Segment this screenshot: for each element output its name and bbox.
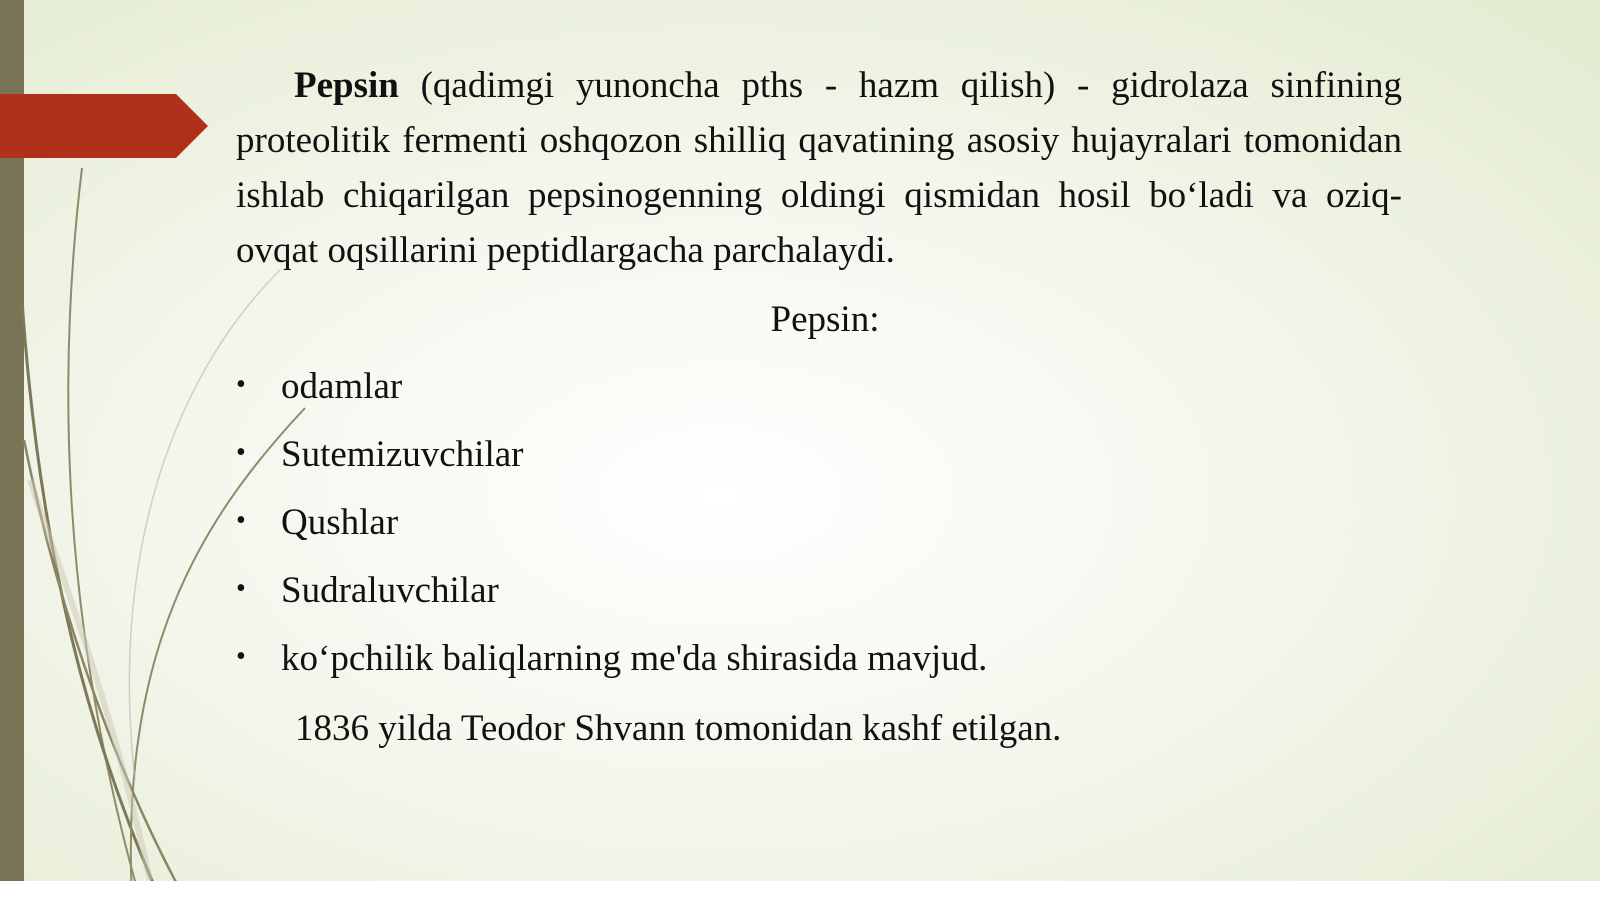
center-title: Pepsin: [770, 299, 880, 340]
list-item [236, 496, 987, 564]
bullet-icon: • [236, 369, 246, 400]
list-item [236, 564, 987, 632]
bold-term: Pepsin [294, 65, 399, 106]
list-item-text: Sutemizuvchilar [281, 434, 524, 475]
bullet-icon: • [236, 437, 246, 468]
list-item-text: Sudraluvchilar [281, 570, 499, 611]
list-item-text: ko‘pchilik baliqlarning me'da shirasida mavjud. [281, 638, 988, 679]
list-item [236, 632, 987, 700]
list-item [236, 360, 987, 428]
list-item-text: Qushlar [281, 502, 399, 543]
intro-paragraph [236, 58, 1402, 278]
bullet-icon: • [236, 505, 246, 536]
list-item-text: odamlar [281, 366, 403, 407]
footer-text: 1836 yilda Teodor Shvann tomonidan kashf etilgan. [295, 708, 1062, 749]
bullet-icon: • [236, 641, 246, 672]
list-item [236, 428, 987, 496]
bullet-icon: • [236, 573, 246, 604]
arrow-shape [0, 0, 210, 160]
bullet-list [236, 360, 987, 700]
intro-text: (qadimgi yunoncha pths - hazm qilish) - gidrolaza sinfining proteolitik fermenti oshqozon shilliq qavatining asosiy hujayralari tomonidan ishlab chiqarilgan pepsinogenning oldingi qismidan hosil bo‘ladi va oziq-ovqat oqsillarini peptidlargacha parchalaydi. [236, 65, 1402, 271]
bottom-strip [0, 881, 1600, 899]
